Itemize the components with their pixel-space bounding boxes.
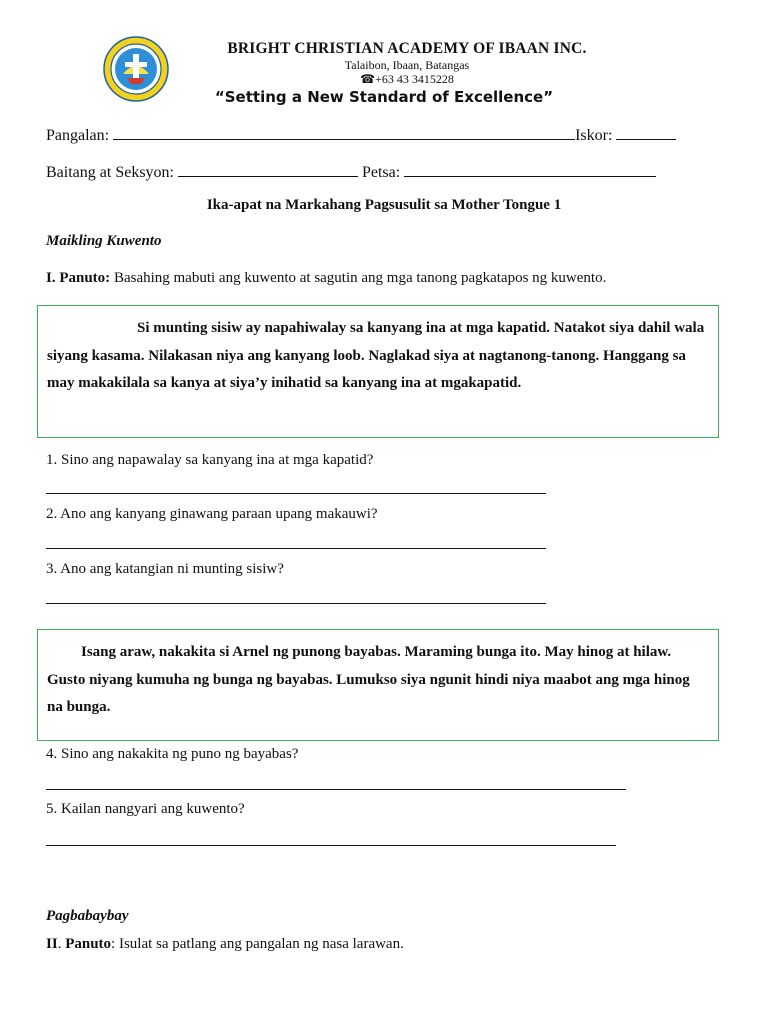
question-5: 5. Kailan nangyari ang kuwento? xyxy=(46,801,245,817)
phone-number: +63 43 3415228 xyxy=(375,72,454,86)
date-field[interactable] xyxy=(404,163,656,177)
grade-date-row xyxy=(46,163,656,182)
school-phone xyxy=(0,72,768,87)
instruction-label-panuto: Panuto xyxy=(65,936,112,952)
score-field[interactable] xyxy=(616,126,676,140)
answer-line-4[interactable] xyxy=(46,789,626,790)
passage2-text: Isang araw, nakakita si Arnel ng punong bayabas. Maraming bunga ito. May hinog at hilaw. Gusto niyang kumuha ng bunga ng bayabas. Lumukso siya ngunit hindi niya maabot ang mga hinog na bunga. xyxy=(47,644,690,715)
passage1-box xyxy=(37,305,719,438)
question-1: 1. Sino ang napawalay sa kanyang ina at mga kapatid? xyxy=(46,452,374,468)
name-label: Pangalan: xyxy=(46,127,110,144)
passage2-box xyxy=(37,629,719,741)
grade-section-label: Baitang at Seksyon: xyxy=(46,164,174,181)
question-2: 2. Ano ang kanyang ginawang paraan upang makauwi? xyxy=(46,506,378,522)
school-motto: “Setting a New Standard of Excellence” xyxy=(214,88,554,106)
score-label: Iskor: xyxy=(575,127,613,144)
instruction-label: I. Panuto: xyxy=(46,270,111,286)
answer-line-2[interactable] xyxy=(46,548,546,549)
instruction-text: : Isulat sa patlang ang pangalan ng nasa larawan. xyxy=(111,936,404,952)
answer-line-3[interactable] xyxy=(46,603,546,604)
name-score-row xyxy=(46,126,676,145)
section1-heading: Maikling Kuwento xyxy=(46,233,162,249)
passage1-text: Si munting sisiw ay napahiwalay sa kanyang ina at mga kapatid. Natakot siya dahil wala siyang kasama. Nilakasan niya ang kanyang loob. Naglakad siya at nagtanong-tanong. Hanggang sa may makakilala sa kanya at siya’y inihatid sa kanyang ina at mgakapatid. xyxy=(47,320,705,391)
question-3: 3. Ano ang katangian ni munting sisiw? xyxy=(46,561,284,577)
school-address: Talaibon, Ibaan, Batangas xyxy=(344,58,470,72)
grade-section-field[interactable] xyxy=(178,163,358,177)
school-name: BRIGHT CHRISTIAN ACADEMY OF IBAAN INC. xyxy=(227,40,587,57)
exam-title: Ika-apat na Markahang Pagsusulit sa Mother Tongue 1 xyxy=(206,197,562,213)
date-label: Petsa: xyxy=(361,164,401,181)
question-4: 4. Sino ang nakakita ng puno ng bayabas? xyxy=(46,746,299,762)
instruction-label-roman: II xyxy=(46,936,58,952)
phone-icon: ☎ xyxy=(360,72,376,86)
section2-heading: Pagbabaybay xyxy=(46,908,129,924)
instruction-text: Basahing mabuti ang kuwento at sagutin ang mga tanong pagkatapos ng kuwento. xyxy=(110,270,607,286)
section2-instruction xyxy=(46,936,404,953)
answer-line-1[interactable] xyxy=(46,493,546,494)
instruction-separator: . xyxy=(57,936,66,952)
answer-line-5[interactable] xyxy=(46,845,616,846)
name-field[interactable] xyxy=(113,126,575,140)
section1-instruction xyxy=(46,270,606,287)
